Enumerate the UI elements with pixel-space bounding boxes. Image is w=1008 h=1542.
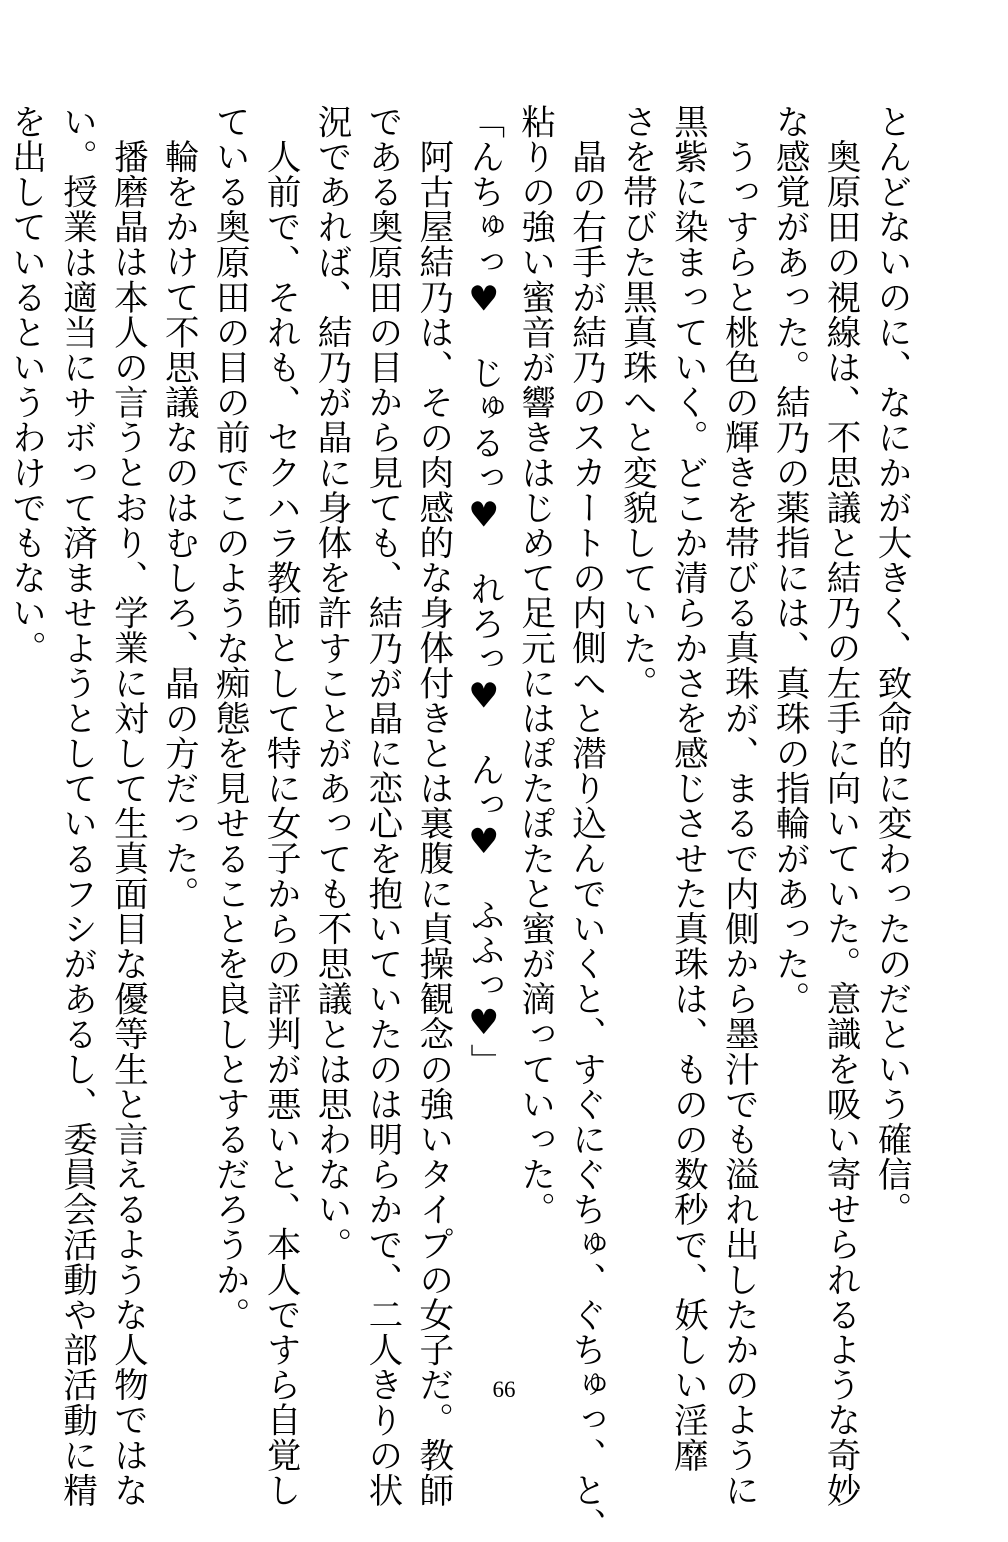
text-line: 「んちゅっ♥ じゅるっ♥ れろっ♥ んっ♥ ふふっ♥」 [463,104,504,1079]
text-line: 黒紫に染まっていく。どこか清らかさを感じさせた真珠は、ものの数秒で、妖しい淫靡 [667,104,708,1473]
text-line: うっすらと桃色の輝きを帯びる真珠が、まるで内側から墨汁でも溢れ出したかのように [718,138,759,1508]
text-line: 播磨晶は本人の言うとおり、学業に対して生真面目な優等生と言えるような人物ではな [107,138,148,1508]
text-line: 人前で、それも、セクハラ教師として特に女子からの評判が悪いと、本人ですら自覚し [260,138,301,1508]
text-line: 奥原田の視線は、不思議と結乃の左手に向いていた。意識を吸い寄せられるような奇妙 [820,138,861,1508]
text-line: な感覚があった。結乃の薬指には、真珠の指輪があった。 [769,104,810,1017]
text-line: を出しているというわけでもない。 [5,104,46,666]
text-line: 粘りの強い蜜音が響きはじめて足元にはぽたぽたと蜜が滴っていった。 [514,104,555,1227]
text-line: とんどないのに、なにかが大きく、致命的に変わったのだという確信。 [871,104,911,1227]
text-line: さを帯びた黒真珠へと変貌していた。 [616,104,657,701]
text-line: である奥原田の目から見ても、結乃が晶に恋心を抱いていたのは明らかで、二人きりの状 [361,104,402,1508]
text-line: 況であれば、結乃が晶に身体を許すことがあっても不思議とは思わない。 [311,104,352,1262]
text-line: ている奥原田の目の前でこのような痴態を見せることを良しとするだろうか。 [209,104,250,1333]
text-line: 輪をかけて不思議なのはむしろ、晶の方だった。 [158,138,199,911]
page-number: 66 [492,1377,516,1402]
text-line: い。授業は適当にサボって済ませようとしているフシがあるし、委員会活動や部活動に精 [56,104,97,1508]
text-line: 阿古屋結乃は、その肉感的な身体付きとは裏腹に貞操観念の強いタイプの女子だ。教師 [412,138,453,1508]
text-line: 晶の右手が結乃のスカートの内側へと潜り込んでいくと、すぐにぐちゅ、ぐちゅっ、と、 [565,138,606,1542]
